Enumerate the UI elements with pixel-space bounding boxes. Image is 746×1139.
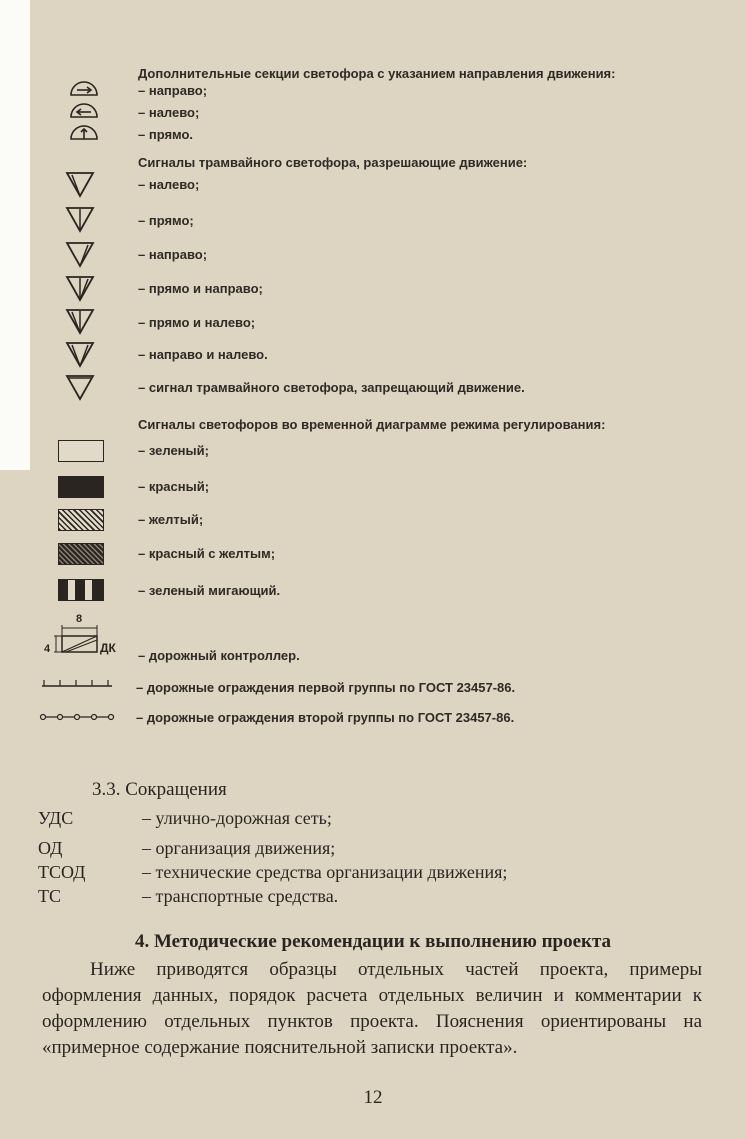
section-paragraph: Ниже приводятся образцы отдельных частей проекта, примеры оформления данных, порядок расчета отдельных величин и комментарии к оформлению отдельных пунктов проекта. Пояснения ориентированы на «примерное содержание пояснительной записки проекта». (42, 959, 702, 1058)
controller-dim-top: 8 (76, 613, 83, 625)
tram-signal-label: – направо; (138, 247, 208, 262)
tram-signal-right-left-icon (64, 340, 96, 368)
abbreviation-value: – транспортные средства. (142, 886, 339, 906)
abbreviation-key: УДС (38, 808, 74, 828)
abbreviation-key: ТСОД (38, 862, 86, 882)
tram-signal-left-icon (64, 170, 96, 198)
diagram-signals-header: Сигналы светофоров во временной диаграмме режима регулирования: (138, 417, 606, 432)
abbreviation-key: ОД (38, 838, 63, 858)
red-box-icon (58, 476, 104, 498)
barrier-group1-label: – дорожные ограждения первой группы по ГОСТ 23457-86. (136, 680, 516, 695)
abbreviation-key: ТС (38, 886, 62, 906)
half-circle-arrow-up-icon (68, 124, 100, 142)
barrier-group1-icon (40, 676, 114, 690)
tram-signal-straight-right-icon (64, 274, 96, 302)
abbreviation-value: – организация движения; (142, 838, 336, 858)
green-box-icon (58, 440, 104, 462)
barrier-group2-icon (38, 710, 116, 724)
tram-signal-straight-left-icon (64, 307, 96, 335)
diagram-signal-label: – красный; (138, 479, 210, 494)
half-circle-arrow-left-icon (68, 102, 100, 120)
section-arrow-label: – налево; (138, 105, 200, 120)
controller-tag: ДК (100, 641, 116, 655)
diagram-signal-label: – зеленый; (138, 443, 209, 458)
section-arrows-header: Дополнительные секции светофора с указанием направления движения: (138, 66, 616, 81)
diagram-signal-label: – желтый; (138, 512, 204, 527)
tram-signal-straight-icon (64, 205, 96, 233)
section-arrow-label: – прямо. (138, 127, 194, 142)
tram-signal-label: – налево; (138, 177, 200, 192)
tram-signal-stop-icon (64, 373, 96, 401)
page-number: 12 (363, 1087, 383, 1108)
abbreviations-title: 3.3. Сокращения (92, 779, 227, 800)
yellow-box-icon (58, 509, 104, 531)
section-arrow-label: – направо; (138, 83, 208, 98)
controller-dim-left: 4 (44, 643, 51, 655)
section-heading: 4. Методические рекомендации к выполнению проекта (134, 931, 612, 952)
diagram-signal-label: – красный с желтым; (138, 546, 276, 561)
green-blink-box-icon (58, 579, 104, 601)
controller-label: – дорожный контроллер. (138, 648, 300, 663)
tram-signal-label: – прямо; (138, 213, 194, 228)
tram-signal-label: – сигнал трамвайного светофора, запрещающий движение. (138, 380, 525, 395)
tram-signal-label: – прямо и направо; (138, 281, 263, 296)
tram-signals-header: Сигналы трамвайного светофора, разрешающие движение: (138, 155, 528, 170)
barrier-group2-label: – дорожные ограждения второй группы по ГОСТ 23457-86. (136, 710, 515, 725)
scan-margin (0, 0, 30, 470)
tram-signal-label: – прямо и налево; (138, 315, 256, 330)
tram-signal-label: – направо и налево. (138, 347, 268, 362)
abbreviation-value: – технические средства организации движения; (142, 862, 508, 882)
red-yellow-box-icon (58, 543, 104, 565)
diagram-signal-label: – зеленый мигающий. (138, 583, 281, 598)
road-controller-icon (40, 612, 130, 658)
tram-signal-right-icon (64, 240, 96, 268)
abbreviation-value: – улично-дорожная сеть; (142, 808, 332, 828)
half-circle-arrow-right-icon (68, 80, 100, 98)
